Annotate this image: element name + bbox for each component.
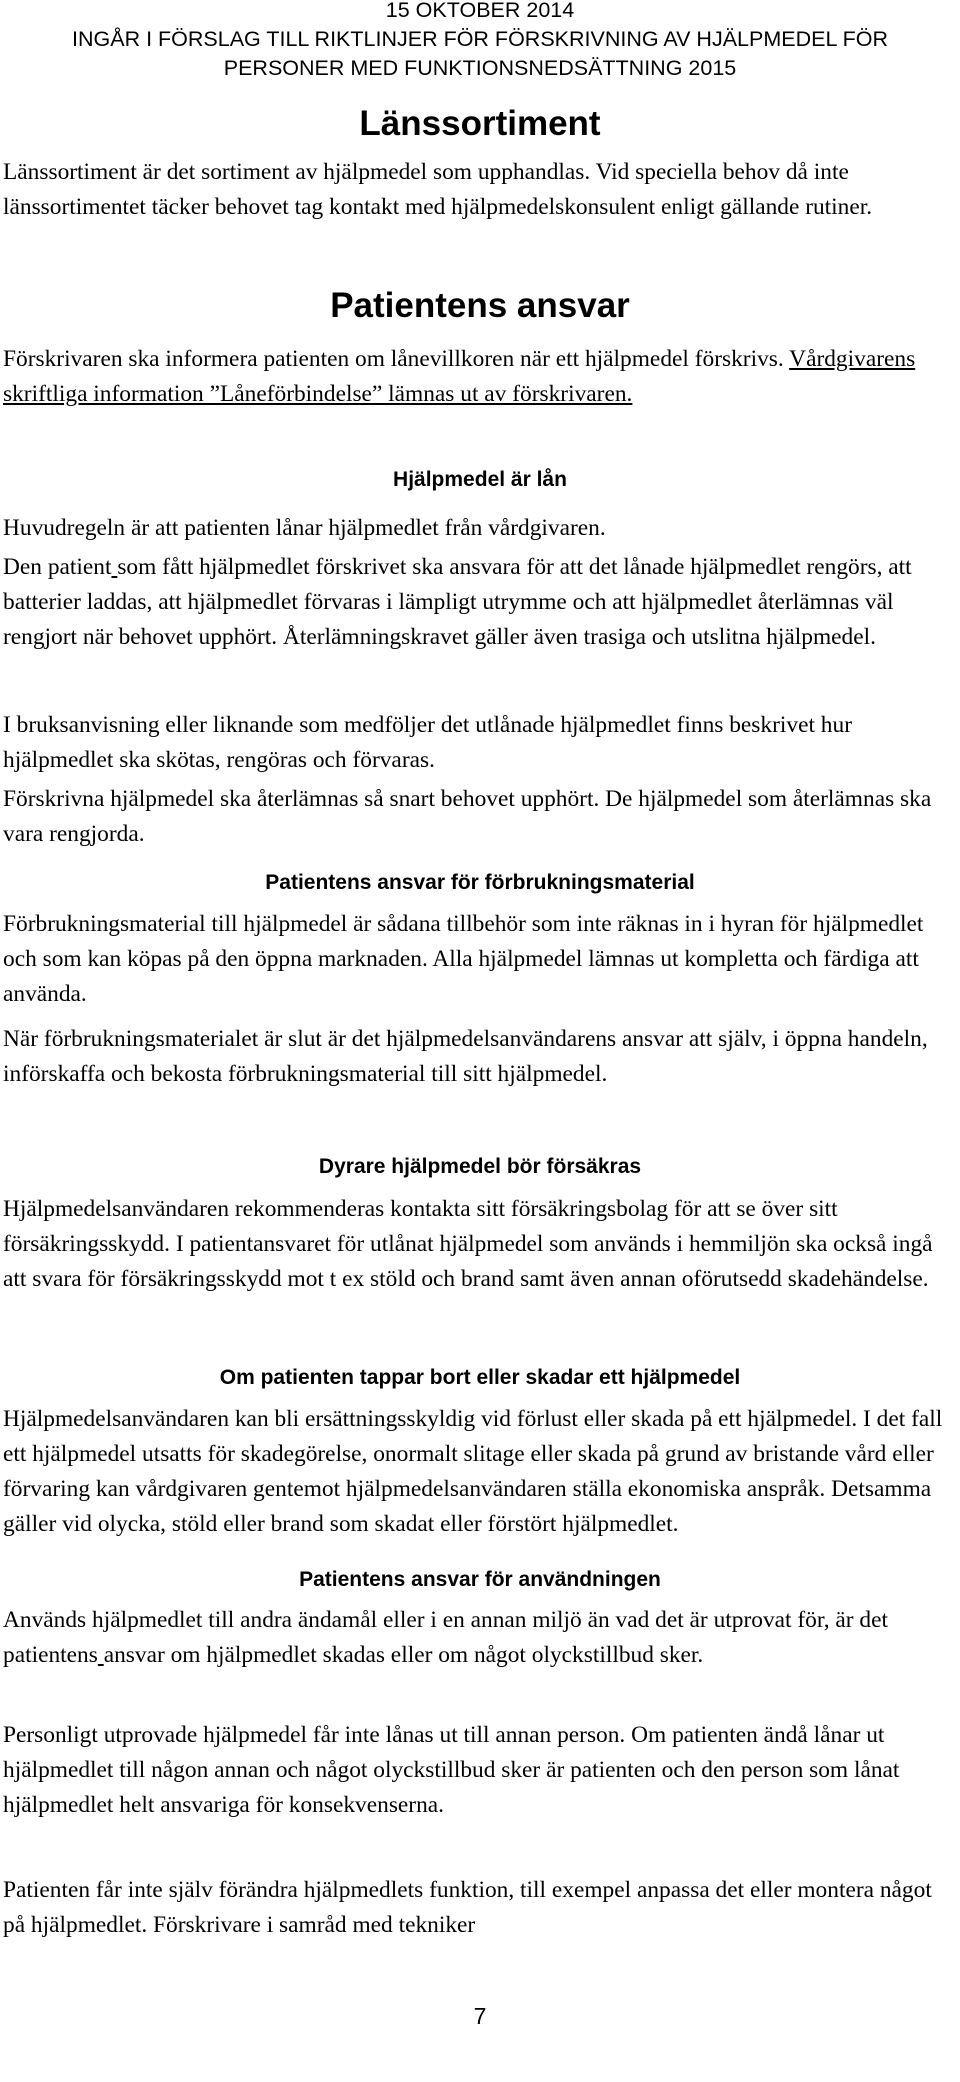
- ansvar-text: Förskrivaren ska informera patienten om lånevillkoren när ett hjälpmedel förskrivs.: [3, 346, 790, 372]
- paragraph-lan-1: Huvudregeln är att patienten lånar hjälpmedlet från vårdgivaren.: [3, 515, 606, 541]
- heading-tappar-bort: Om patienten tappar bort eller skadar ett hjälpmedel: [219, 1366, 741, 1389]
- paragraph-forbrukning-1: Förbrukningsmaterial till hjälpmedel är sådana tillbehör som inte räknas in i hyran för hjälpmedlet och som kan köpas på den öppna marknaden. Alla hjälpmedel lämnas ut kompletta och färdiga att använda.: [3, 911, 924, 1007]
- paragraph-forsakras: Hjälpmedelsanvändaren rekommenderas kontakta sitt försäkringsbolag för att se över sitt försäkringsskydd. I patientansvaret för utlånat hjälpmedel som används i hemmiljön ska också ingå att svara för försäkringsskydd mot t ex stöld och brand samt även annan oförutsedd skadehändelse.: [3, 1196, 933, 1292]
- header-date: 15 OKTOBER 2014: [385, 0, 575, 22]
- paragraph-anvandning-1: [3, 1603, 955, 1673]
- heading-dyrare-hjalpmedel: Dyrare hjälpmedel bör försäkras: [318, 1155, 642, 1178]
- paragraph-tappar: Hjälpmedelsanvändaren kan bli ersättningsskyldig vid förlust eller skada på ett hjälpmedel. I det fall ett hjälpmedel utsatts för skadegörelse, onormalt slitage eller skada på grund av bristande vård eller förvaring kan vårdgivaren gentemot hjälpmedelsanvändaren ställa ekonomiska anspråk. Detsamma gäller vid olycka, stöld eller brand som skadat eller förstört hjälpmedlet.: [3, 1406, 943, 1537]
- paragraph-anvandning-2: Personligt utprovade hjälpmedel får inte lånas ut till annan person. Om patienten ändå lånar ut hjälpmedlet till någon annan och något olyckstillbud sker är patienten och den person som lånat hjälpmedlet helt ansvariga för konsekvenserna.: [3, 1722, 900, 1818]
- header-title-line-1: INGÅR I FÖRSLAG TILL RIKTLINJER FÖR FÖRSKRIVNING AV HJÄLPMEDEL FÖR: [72, 27, 888, 51]
- page-header: [0, 0, 960, 83]
- lan-2-text-a: Den patient: [3, 554, 112, 580]
- paragraph-lan-2: [3, 550, 955, 655]
- paragraph-ansvar: [3, 342, 955, 412]
- heading-lanssortiment: Länssortiment: [359, 104, 601, 143]
- anvandning-1-text-b: ansvar om hjälpmedlet skadas eller om något olyckstillbud sker.: [103, 1642, 704, 1668]
- paragraph-lan-3: I bruksanvisning eller liknande som medföljer det utlånade hjälpmedlet finns beskrivet hur hjälpmedlet ska skötas, rengöras och förvaras.: [3, 712, 852, 773]
- lan-2-text-b: som fått hjälpmedlet förskrivet ska ansvara för att det lånade hjälpmedlet rengörs, att batterier laddas, att hjälpmedlet förvaras i lämpligt utrymme och att hjälpmedlet återlämnas väl rengjort när behovet upphört. Återlämningskravet gäller även trasiga och utslitna hjälpmedel.: [3, 554, 912, 650]
- heading-hjalpmedel-ar-lan: Hjälpmedel är lån: [393, 468, 567, 491]
- page-number: 7: [473, 2003, 487, 2029]
- heading-anvandningen: Patientens ansvar för användningen: [299, 1568, 661, 1591]
- paragraph-anvandning-3: Patienten får inte själv förändra hjälpmedlets funktion, till exempel anpassa det eller montera något på hjälpmedlet. Förskrivare i samråd med tekniker: [3, 1877, 932, 1938]
- heading-forbrukningsmaterial: Patientens ansvar för förbrukningsmaterial: [265, 871, 695, 894]
- paragraph-lanssortiment: Länssortiment är det sortiment av hjälpmedel som upphandlas. Vid speciella behov då inte länssortimentet täcker behovet tag kontakt med hjälpmedelskonsulent enligt gällande rutiner.: [3, 159, 873, 220]
- paragraph-forbrukning-2: När förbrukningsmaterialet är slut är det hjälpmedelsanvändarens ansvar att själv, i öppna handeln, införskaffa och bekosta förbrukningsmaterial till sitt hjälpmedel.: [3, 1026, 928, 1087]
- anvandning-1-text-a: Används hjälpmedlet till andra ändamål eller i en annan miljö än vad det är utprovat för, är det patientens: [3, 1607, 888, 1668]
- header-title-line-2: PERSONER MED FUNKTIONSNEDSÄTTNING 2015: [223, 56, 737, 80]
- heading-patientens-ansvar: Patientens ansvar: [330, 286, 630, 325]
- paragraph-lan-4: Förskrivna hjälpmedel ska återlämnas så snart behovet upphört. De hjälpmedel som återlämnas ska vara rengjorda.: [3, 786, 932, 847]
- ansvar-underlined-text: Vårdgivarens skriftliga information ”Låneförbindelse” lämnas ut av förskrivaren.: [3, 346, 916, 407]
